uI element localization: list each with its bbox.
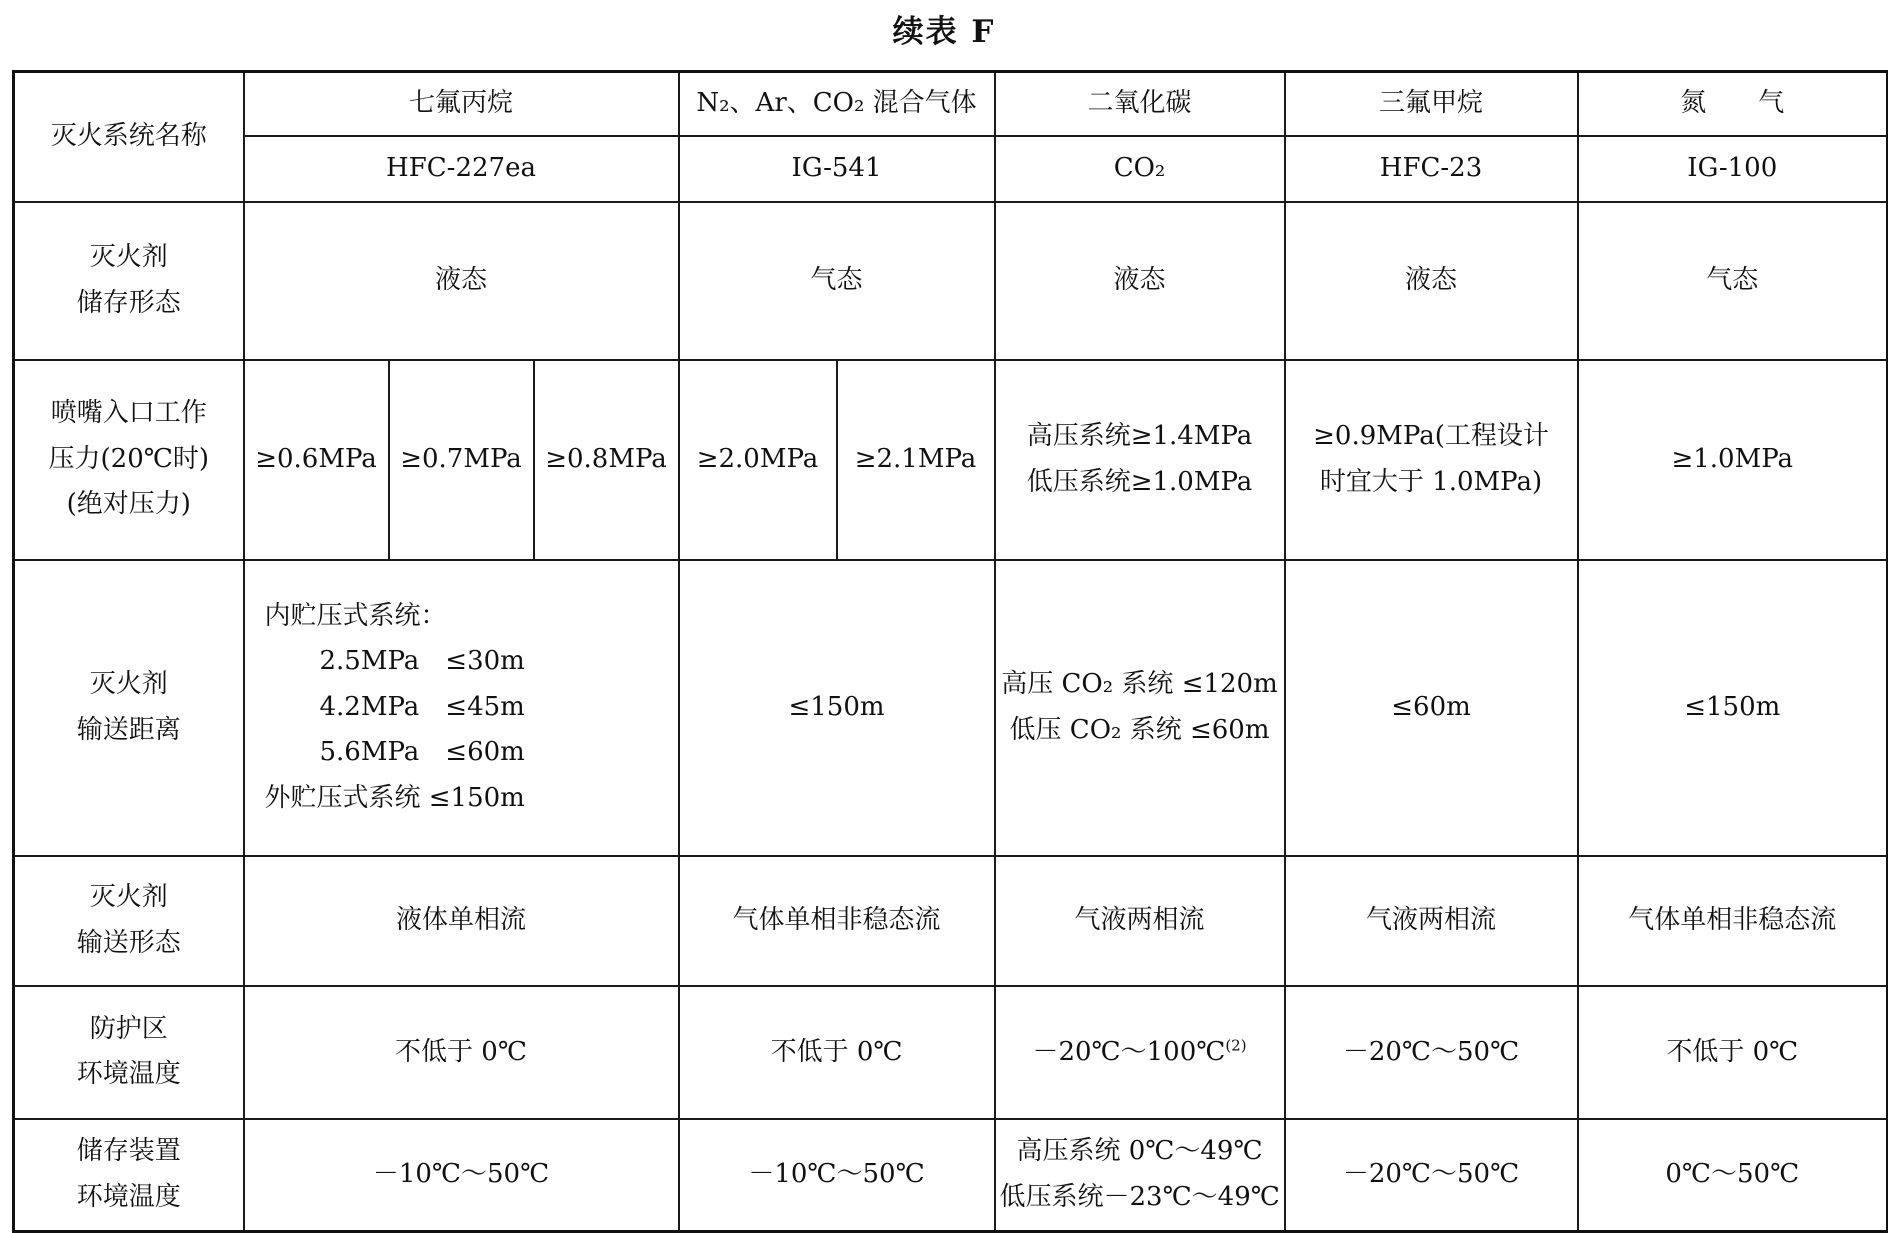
row-delivery-form <box>14 856 1888 986</box>
zone-temperature-hfc227: 不低于 0℃ <box>244 986 679 1119</box>
row-label-storage-state: 灭火剂 储存形态 <box>14 202 244 360</box>
system-name-hfc23: 三氟甲烷 <box>1285 72 1578 136</box>
zone-temperature-ig541: 不低于 0℃ <box>679 986 995 1119</box>
row-zone-temperature <box>14 986 1888 1119</box>
zone-temperature-ig100: 不低于 0℃ <box>1578 986 1888 1119</box>
system-code-ig541: IG-541 <box>679 136 995 202</box>
storage-state-hfc23: 液态 <box>1285 202 1578 360</box>
system-code-hfc227: HFC-227ea <box>244 136 679 202</box>
delivery-distance-ig541: ≤150m <box>679 560 995 856</box>
table-title: 续表 F <box>892 14 996 50</box>
row-label-zone-temperature: 防护区 环境温度 <box>14 986 244 1119</box>
storage-state-hfc227: 液态 <box>244 202 679 360</box>
storage-temperature-hfc23: －20℃～50℃ <box>1285 1119 1578 1232</box>
footnote-mark: (2) <box>1225 1035 1247 1054</box>
nozzle-pressure-ig541-b: ≥2.1MPa <box>837 360 995 560</box>
zone-temperature-hfc23: －20℃～50℃ <box>1285 986 1578 1119</box>
storage-temperature-ig100: 0℃～50℃ <box>1578 1119 1888 1232</box>
storage-state-ig100: 气态 <box>1578 202 1888 360</box>
system-name-ig100: 氮 气 <box>1578 72 1888 136</box>
system-name-ig541: N₂、Ar、CO₂ 混合气体 <box>679 72 995 136</box>
header-row-codes <box>14 136 1888 202</box>
storage-state-co2: 液态 <box>995 202 1285 360</box>
system-name-co2: 二氧化碳 <box>995 72 1285 136</box>
nozzle-pressure-co2: 高压系统≥1.4MPa 低压系统≥1.0MPa <box>995 360 1285 560</box>
row-label-system-name: 灭火系统名称 <box>14 72 244 202</box>
row-label-nozzle-pressure: 喷嘴入口工作 压力(20℃时) (绝对压力) <box>14 360 244 560</box>
storage-temperature-hfc227: －10℃～50℃ <box>244 1119 679 1232</box>
delivery-form-hfc227: 液体单相流 <box>244 856 679 986</box>
nozzle-pressure-hfc227-b: ≥0.7MPa <box>389 360 534 560</box>
nozzle-pressure-ig541-a: ≥2.0MPa <box>679 360 837 560</box>
system-name-hfc227: 七氟丙烷 <box>244 72 679 136</box>
delivery-form-ig100: 气体单相非稳态流 <box>1578 856 1888 986</box>
nozzle-pressure-hfc227-a: ≥0.6MPa <box>244 360 389 560</box>
nozzle-pressure-ig100: ≥1.0MPa <box>1578 360 1888 560</box>
nozzle-pressure-hfc23: ≥0.9MPa(工程设计 时宜大于 1.0MPa) <box>1285 360 1578 560</box>
system-code-ig100: IG-100 <box>1578 136 1888 202</box>
header-row-names <box>14 72 1888 136</box>
delivery-form-co2: 气液两相流 <box>995 856 1285 986</box>
row-label-storage-temperature: 储存装置 环境温度 <box>14 1119 244 1232</box>
delivery-form-hfc23: 气液两相流 <box>1285 856 1578 986</box>
system-code-hfc23: HFC-23 <box>1285 136 1578 202</box>
row-nozzle-pressure <box>14 360 1888 560</box>
zone-temperature-co2: －20℃～100℃$^{(2)}$ <box>995 986 1285 1119</box>
delivery-distance-hfc227: 内贮压式系统： 2.5MPa ≤30m 4.2MPa ≤45m 5.6MPa ≤60m 外贮压式系统 ≤150m <box>244 560 679 856</box>
storage-temperature-co2: 高压系统 0℃～49℃ 低压系统－23℃～49℃ <box>995 1119 1285 1232</box>
nozzle-pressure-hfc227-c: ≥0.8MPa <box>534 360 679 560</box>
row-storage-temperature <box>14 1119 1888 1232</box>
delivery-distance-hfc23: ≤60m <box>1285 560 1578 856</box>
system-code-co2: CO₂ <box>995 136 1285 202</box>
row-label-delivery-distance: 灭火剂 输送距离 <box>14 560 244 856</box>
delivery-form-ig541: 气体单相非稳态流 <box>679 856 995 986</box>
storage-state-ig541: 气态 <box>679 202 995 360</box>
row-delivery-distance <box>14 560 1888 856</box>
fire-system-table <box>12 70 1888 1233</box>
delivery-distance-co2: 高压 CO₂ 系统 ≤120m 低压 CO₂ 系统 ≤60m <box>995 560 1285 856</box>
row-storage-state <box>14 202 1888 360</box>
storage-temperature-ig541: －10℃～50℃ <box>679 1119 995 1232</box>
delivery-distance-ig100: ≤150m <box>1578 560 1888 856</box>
row-label-delivery-form: 灭火剂 输送形态 <box>14 856 244 986</box>
